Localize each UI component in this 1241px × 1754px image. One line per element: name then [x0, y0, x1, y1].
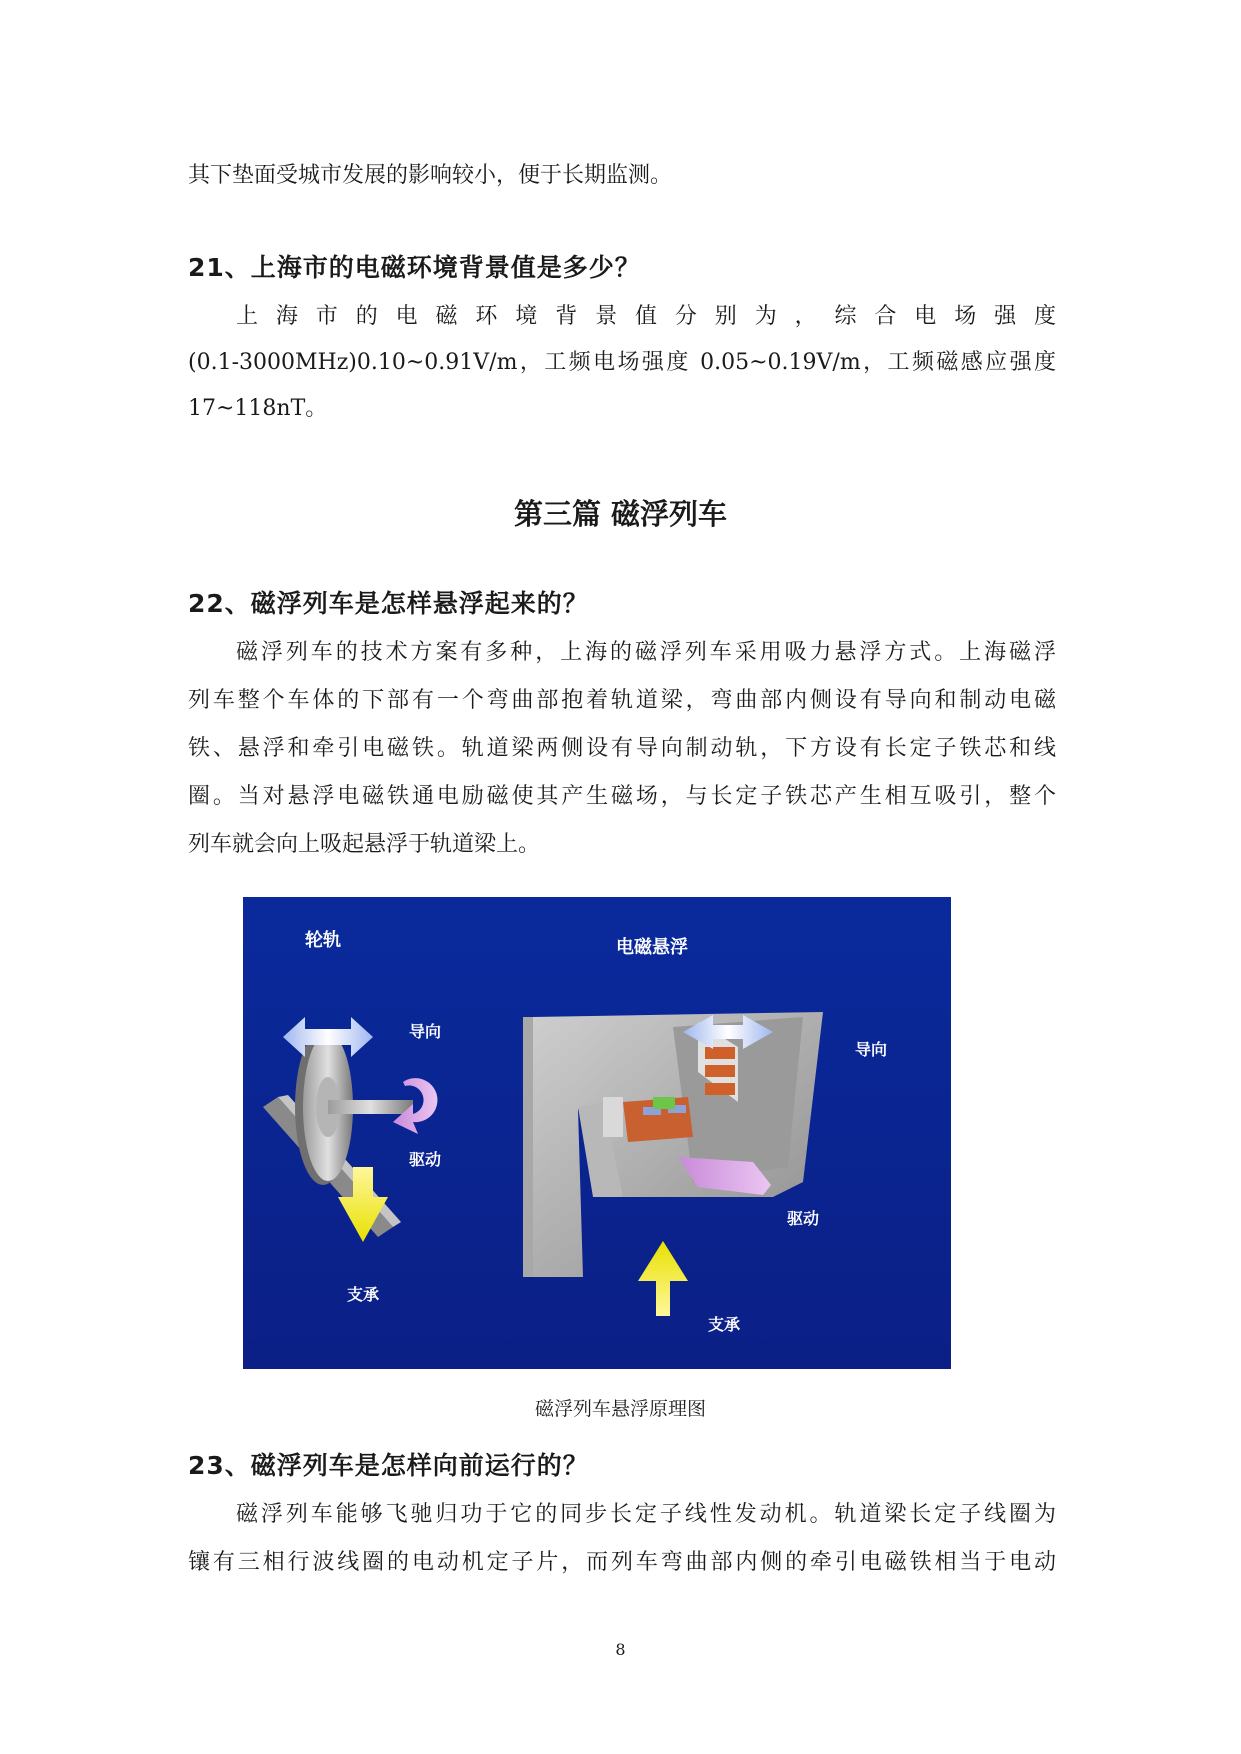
q21-line-2: (0.1-3000MHz)0.10~0.91V/m，工频电场强度 0.05~0.19V/m，工频磁感应强度	[188, 350, 1056, 375]
maglev-principle-figure	[243, 897, 951, 1369]
q21-line-1: 上 海 市 的 电 磁 环 境 背 景 值 分 别 为 ， 综 合 电 场 强 度	[236, 304, 1056, 329]
figure-caption: 磁浮列车悬浮原理图	[534, 1398, 706, 1420]
label-drive-right: 驱动	[787, 1209, 820, 1228]
q22-line-5: 列车就会向上吸起悬浮于轨道梁上。	[188, 832, 541, 857]
q22-line-1: 磁浮列车的技术方案有多种，上海的磁浮列车采用吸力悬浮方式。上海磁浮	[236, 640, 1056, 665]
chapter-title: 第三篇 磁浮列车	[513, 497, 728, 531]
label-maglev: 电磁悬浮	[616, 937, 688, 958]
question-22-heading: 22、磁浮列车是怎样悬浮起来的？	[188, 589, 589, 618]
label-wheel-rail: 轮轨	[305, 930, 341, 951]
q23-line-2: 镶有三相行波线圈的电动机定子片，而列车弯曲部内侧的牵引电磁铁相当于电动	[188, 1550, 1056, 1575]
label-guide-right: 导向	[855, 1040, 888, 1059]
label-support-left: 支承	[347, 1285, 380, 1304]
q21-line-3: 17~118nT。	[188, 396, 328, 421]
question-21-heading: 21、上海市的电磁环境背景值是多少？	[188, 253, 641, 282]
paragraph-continuation: 其下垫面受城市发展的影响较小，便于长期监测。	[188, 163, 673, 188]
q22-line-3: 铁、悬浮和牵引电磁铁。轨道梁两侧设有导向制动轨，下方设有长定子铁芯和线	[188, 736, 1056, 761]
q23-line-1: 磁浮列车能够飞驰归功于它的同步长定子线性发动机。轨道梁长定子线圈为	[236, 1502, 1056, 1527]
q22-line-2: 列车整个车体的下部有一个弯曲部抱着轨道梁，弯曲部内侧设有导向和制动电磁	[188, 688, 1056, 713]
label-support-right: 支承	[708, 1315, 741, 1334]
page-number: 8	[615, 1640, 626, 1659]
label-drive-left: 驱动	[409, 1150, 442, 1169]
label-guide-left: 导向	[409, 1022, 442, 1041]
q22-line-4: 圈。当对悬浮电磁铁通电励磁使其产生磁场，与长定子铁芯产生相互吸引，整个	[188, 784, 1056, 809]
question-23-heading: 23、磁浮列车是怎样向前运行的？	[188, 1451, 589, 1480]
